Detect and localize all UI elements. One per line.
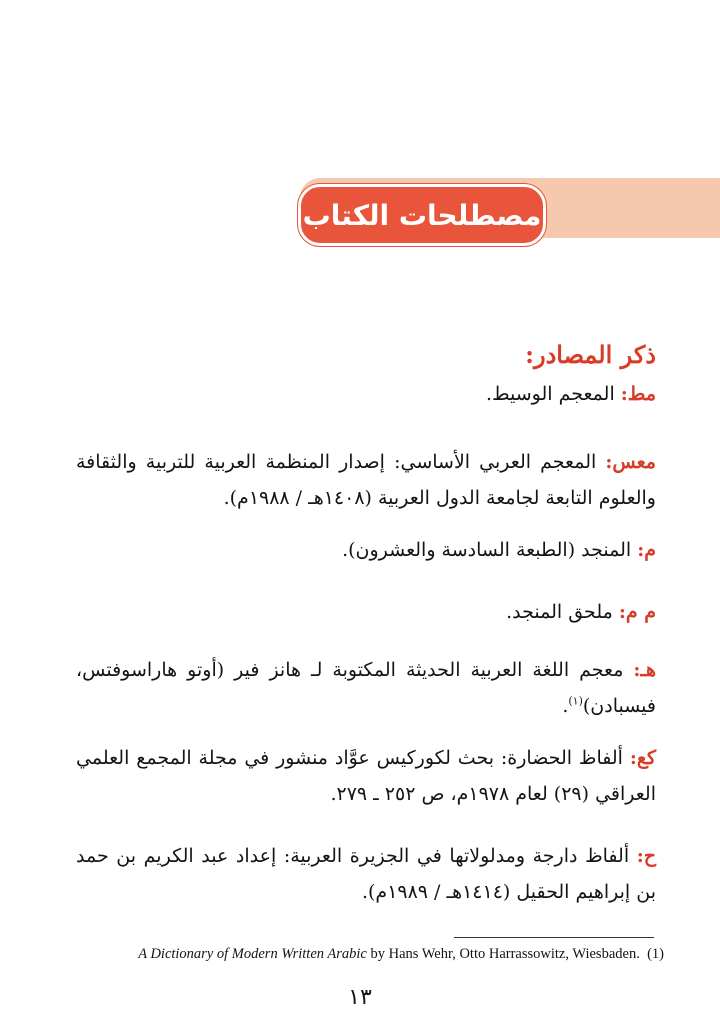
page-title: مصطلحات الكتاب [302, 198, 542, 232]
title-pill [298, 184, 546, 246]
entry-abbr: معس: [605, 451, 656, 473]
footnote-rule [454, 937, 654, 938]
entry-ka [76, 740, 656, 812]
footnote-title: A Dictionary of Modern Written Arabic [138, 946, 367, 962]
footnote-rest: by Hans Wehr, Otto Harrassowitz, Wiesbaden. [366, 946, 640, 962]
page-number: ١٣ [348, 985, 372, 1010]
section-heading: ذكر المصادر: [525, 340, 656, 369]
entry-mim [76, 532, 656, 568]
entry-text: معجم اللغة العربية الحديثة المكتوبة لـ هانز فير (أوتو هاراسوفتس، فيسبادن) [76, 659, 656, 717]
entry-abbr: كع: [629, 747, 656, 769]
entry-abbr: م: [637, 539, 656, 561]
entry-abbr: مط: [620, 383, 656, 405]
entry-text: المعجم العربي الأساسي: إصدار المنظمة العربية للتربية والثقافة والعلوم التابعة لجامعة الدول العربية (١٤٠٨هـ / ١٩٨٨م). [76, 451, 656, 509]
entry-abbr: ح: [636, 845, 656, 867]
entry-maas [76, 444, 656, 516]
footnote-ref: (١) [568, 694, 583, 708]
footnote-marker: (1) [647, 946, 664, 962]
entry-text: ألفاظ الحضارة: بحث لكوركيس عوَّاد منشور في مجلة المجمع العلمي العراقي (٢٩) لعام ١٩٧٨م، ص ٢٥٢ ـ ٢٧٩. [76, 747, 656, 805]
entry-text: المعجم الوسيط. [485, 383, 621, 405]
entry-text: ملحق المنجد. [506, 601, 619, 623]
entry-mat [76, 376, 656, 412]
entry-text: المنجد (الطبعة السادسة والعشرون). [342, 539, 638, 561]
entry-tail: . [562, 695, 569, 717]
footnote [60, 946, 664, 963]
entry-mim-mim [76, 594, 656, 630]
entry-ha [76, 652, 656, 724]
entry-text: ألفاظ دارجة ومدلولاتها في الجزيرة العربية: إعداد عبد الكريم بن حمد بن إبراهيم الحقيل (١٤١٤هـ / ١٩٨٩م). [76, 845, 656, 903]
entry-abbr: هـ: [633, 659, 656, 681]
entry-ha2 [76, 838, 656, 910]
entry-abbr: م م: [618, 601, 656, 623]
